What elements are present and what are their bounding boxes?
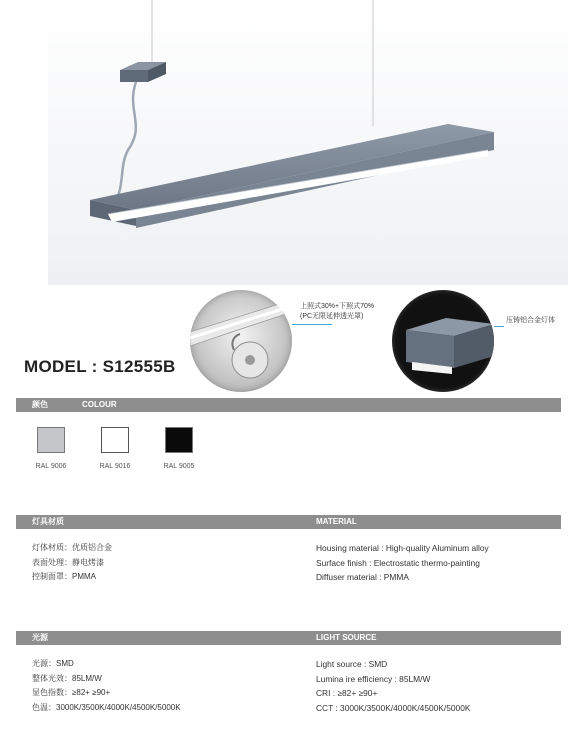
end-cap-illustration (190, 290, 292, 392)
material-section-header (16, 515, 561, 529)
spec-line: CCT : 3000K/3500K/4000K/4500K/5000K (316, 702, 471, 713)
housing-corner-illustration (392, 290, 494, 392)
swatch-ral-9005 (165, 427, 193, 453)
colour-title-en: COLOUR (82, 400, 117, 409)
optics-callout-line1: 上照式30%+下照式70% (300, 303, 375, 310)
optics-callout-line2: (PC无限延伸透光罩) (300, 313, 364, 320)
swatch-label: RAL 9016 (99, 463, 131, 470)
spec-line: CRI : ≥82+ ≥90+ (316, 688, 378, 698)
spec-line: 灯体材质：优质铝合金 (32, 543, 112, 552)
light-en-list (316, 657, 470, 715)
colour-section-header (16, 398, 561, 412)
spec-line: 表面处理：静电烤漆 (32, 557, 104, 567)
canopy (120, 70, 148, 82)
product-hero-image (48, 0, 568, 285)
spec-line: Housing material : High-quality Aluminum alloy (316, 543, 489, 553)
swatch-ral-9016 (101, 427, 129, 453)
spec-line: 光源：SMD (32, 659, 74, 668)
model-title: MODEL : S12555B (24, 357, 176, 376)
optics-detail-image (190, 290, 292, 392)
spec-line: Lumina ire efficiency : 85LM/W (316, 673, 431, 684)
material-title-cn: 灯具材质 (32, 517, 64, 526)
spec-line: 控制面罩：PMMA (32, 572, 96, 581)
spec-line: Light source : SMD (316, 659, 388, 669)
spec-line: 整体光效：85LM/W (32, 673, 102, 683)
light-cn-list (32, 657, 181, 715)
body-callout-line (494, 326, 504, 327)
swatch-label: RAL 9005 (163, 463, 195, 470)
optics-callout-line (292, 324, 332, 325)
swatch-ral-9006 (37, 427, 65, 453)
spec-line: Diffuser material : PMMA (316, 572, 409, 582)
colour-title-cn: 颜色 (32, 400, 48, 409)
body-detail-image (392, 290, 494, 392)
material-title-en: MATERIAL (316, 517, 357, 526)
body-callout: 压铸铝合金灯体 (506, 317, 555, 324)
material-cn-list (32, 541, 112, 585)
material-en-list (316, 541, 489, 585)
light-title-cn: 光源 (32, 633, 48, 642)
spec-line: 色温：3000K/3500K/4000K/4500K/5000K (32, 702, 181, 712)
light-title-en: LIGHT SOURCE (316, 633, 377, 642)
swatch-label: RAL 9006 (35, 463, 67, 470)
spec-line: Surface finish : Electrostatic thermo-painting (316, 557, 480, 568)
light-source-section-header (16, 631, 561, 645)
spec-line: 显色指数：≥82+ ≥90+ (32, 688, 111, 697)
